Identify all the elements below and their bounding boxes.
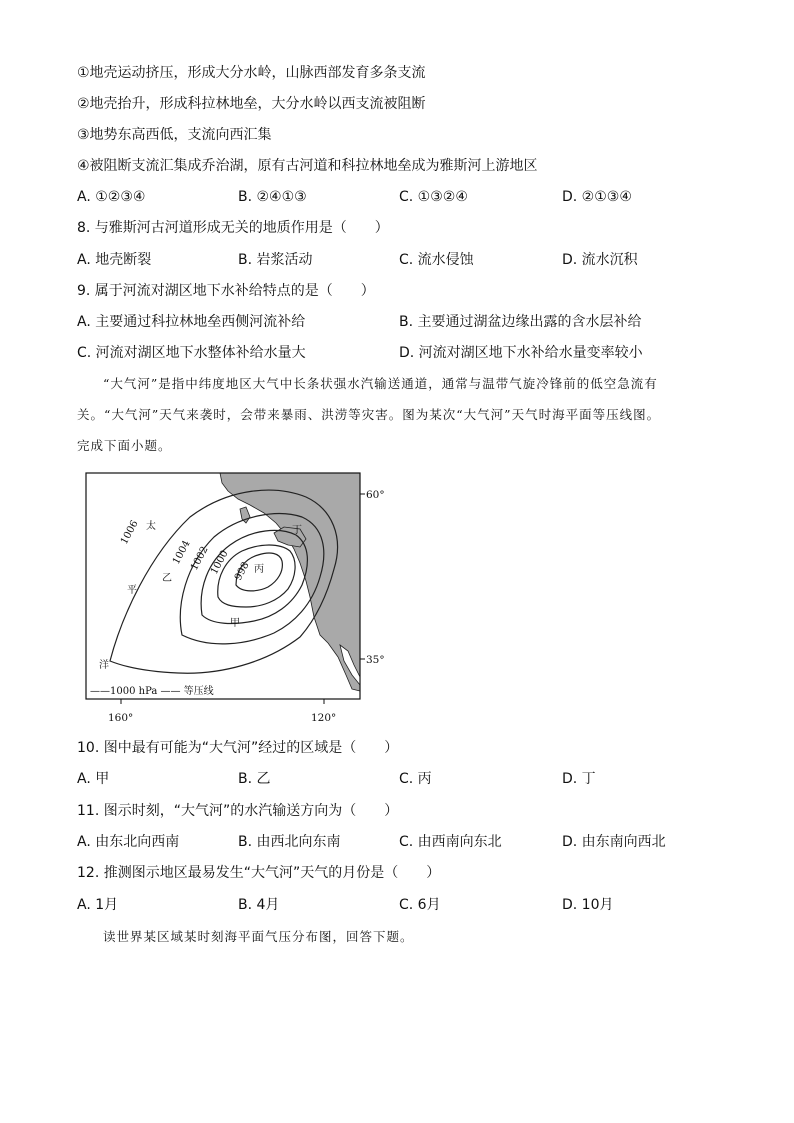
map-legend: ——1000 hPa —— 等压线 [90,686,214,697]
ocean-label-ping: 平 [127,585,137,596]
q9-options-row1 [77,313,717,331]
q11-stem: 11. 图示时刻，“大气河”的水汽输送方向为（ ） [77,803,399,819]
q12-option-d[interactable]: D. 10月 [562,897,614,913]
q7-option-d[interactable]: D. ②①③④ [562,189,632,205]
isobar-label-998: 998 [232,560,252,583]
area-label-ding: 丁 [292,525,302,536]
lat-label-35: 35° [366,654,385,666]
lat-label-60: 60° [366,489,385,501]
area-label-bing: 丙 [254,564,264,575]
q8-option-c[interactable]: C. 流水侵蚀 [399,252,474,268]
q10-option-c[interactable]: C. 丙 [399,771,432,787]
q11-option-d[interactable]: D. 由东南向西北 [562,834,666,850]
q7-option-c[interactable]: C. ①③②④ [399,189,468,205]
lon-label-120: 120° [311,712,337,724]
passage-line-3: 完成下面小题。 [77,438,172,453]
q8-stem: 8. 与雅斯河古河道形成无关的地质作用是（ ） [77,220,389,236]
q7-option-b[interactable]: B. ②④①③ [238,189,307,205]
q8-option-a[interactable]: A. 地壳断裂 [77,252,152,268]
q7-option-a[interactable]: A. ①②③④ [77,189,146,205]
isobar-map [70,465,400,727]
q11-option-c[interactable]: C. 由西南向东北 [399,834,502,850]
statement-1: ①地壳运动挤压，形成大分水岭，山脉西部发育多条支流 [77,65,426,81]
q12-options [77,896,717,914]
q8-option-b[interactable]: B. 岩浆活动 [238,252,313,268]
statement-2: ②地壳抬升，形成科拉林地垒，大分水岭以西支流被阻断 [77,96,426,112]
isobar-label-1000: 1000 [208,548,231,577]
lon-label-160: 160° [108,712,134,724]
q10-options [77,770,717,788]
q10-option-b[interactable]: B. 乙 [238,771,271,787]
q12-option-b[interactable]: B. 4月 [238,897,280,913]
isobar-label-1004: 1004 [170,538,193,567]
isobars [110,490,338,673]
q10-stem: 10. 图中最有可能为“大气河”经过的区域是（ ） [77,740,399,756]
q9-option-d[interactable]: D. 河流对湖区地下水补给水量变率较小 [399,345,643,361]
q9-stem: 9. 属于河流对湖区地下水补给特点的是（ ） [77,283,375,299]
q9-option-b[interactable]: B. 主要通过湖盆边缘出露的含水层补给 [399,314,642,330]
q7-options [77,188,717,206]
statement-3: ③地势东高西低，支流向西汇集 [77,127,272,143]
ocean-label-tai: 太 [146,521,156,532]
q8-options [77,251,717,269]
q8-option-d[interactable]: D. 流水沉积 [562,252,638,268]
statement-4: ④被阻断支流汇集成乔治湖，原有古河道和科拉林地垒成为雅斯河上游地区 [77,158,538,174]
q12-stem: 12. 推测图示地区最易发生“大气河”天气的月份是（ ） [77,865,441,881]
q10-option-d[interactable]: D. 丁 [562,771,596,787]
q11-option-a[interactable]: A. 由东北向西南 [77,834,180,850]
isobar-label-1002: 1002 [188,544,211,573]
area-label-yi: 乙 [162,573,172,584]
area-label-jia: 甲 [230,618,240,629]
ocean-label-yang: 洋 [99,660,109,671]
passage-line-2: 关。“大气河”天气来袭时，会带来暴雨、洪涝等灾害。图为某次“大气河”天气时海平面等压线图。 [77,407,661,422]
next-section-intro: 读世界某区域某时刻海平面气压分布图，回答下题。 [103,929,414,944]
q12-option-c[interactable]: C. 6月 [399,897,441,913]
passage-line-1: “大气河”是指中纬度地区大气中长条状强水汽输送通道，通常与温带气旋冷锋前的低空急流有 [103,376,658,391]
q9-option-c[interactable]: C. 河流对湖区地下水整体补给水量大 [77,345,306,361]
q12-option-a[interactable]: A. 1月 [77,897,119,913]
q11-option-b[interactable]: B. 由西北向东南 [238,834,341,850]
q9-options-row2 [77,344,717,362]
q11-options [77,833,717,851]
isobar-label-1006: 1006 [118,518,141,547]
q9-option-a[interactable]: A. 主要通过科拉林地垒西侧河流补给 [77,314,306,330]
q10-option-a[interactable]: A. 甲 [77,771,110,787]
